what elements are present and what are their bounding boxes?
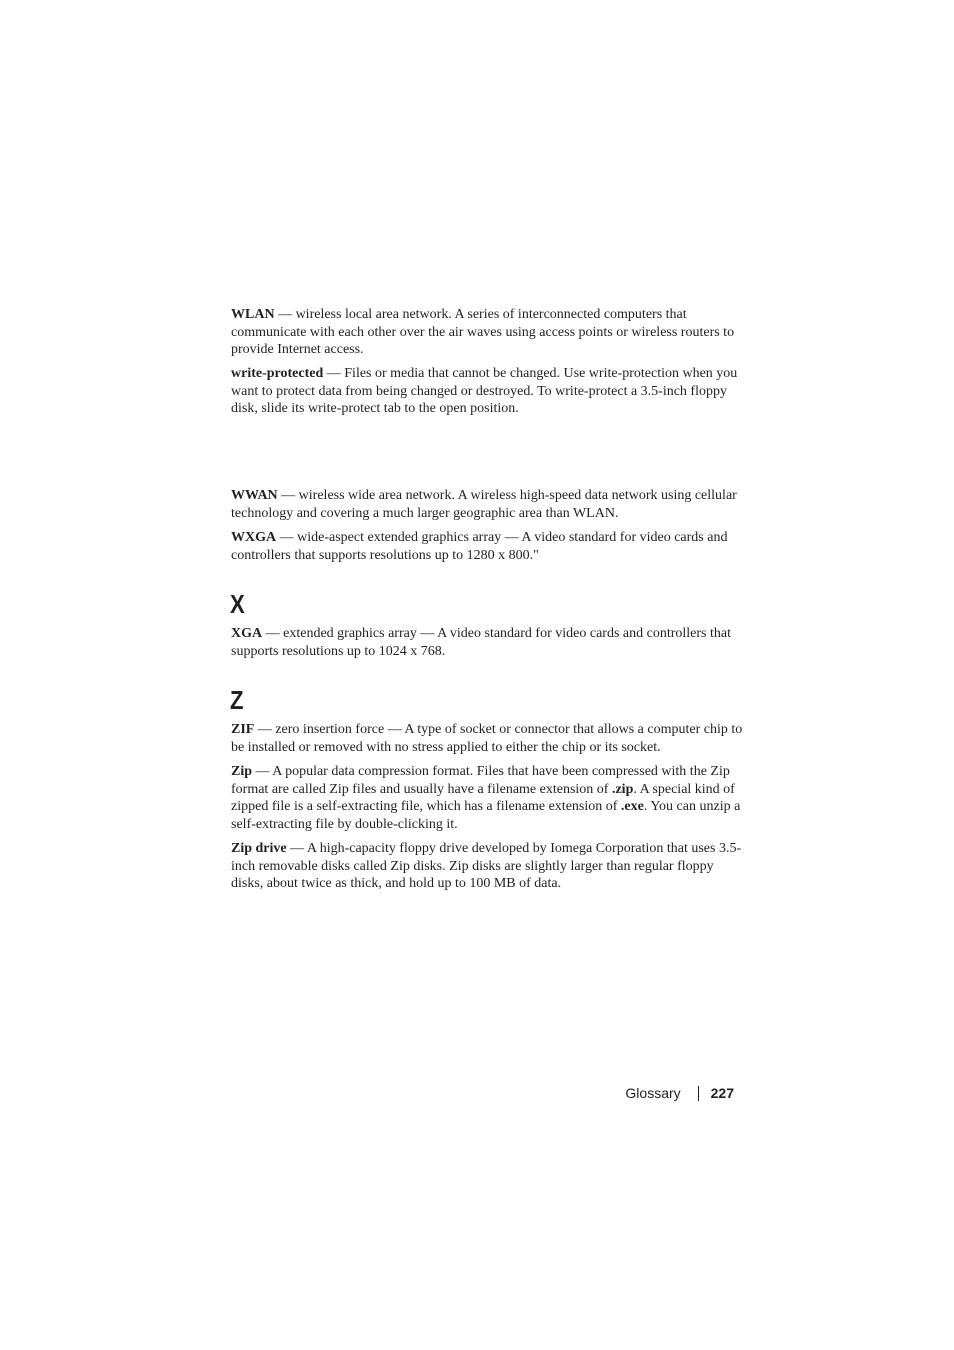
- definition-write-protected: — Files or media that cannot be changed. Use write-protection when you want to protect data from being changed or destroyed. To write-protect a 3.5-inch floppy disk, slide its write-protect tab to the open position.: [231, 366, 738, 417]
- term-zif: ZIF: [231, 722, 255, 737]
- term-zip-drive: Zip drive: [231, 841, 287, 856]
- page-number: 227: [710, 1085, 734, 1101]
- definition-wlan: — wireless local area network. A series of interconnected computers that communicate with each other over the air waves using access points or wireless routers to provide Internet access.: [231, 307, 735, 358]
- footer-divider: [698, 1086, 699, 1101]
- definition-wwan: — wireless wide area network. A wireless high-speed data network using cellular technology and covering a much larger geographic area than WLAN.: [231, 488, 737, 521]
- glossary-entry-write-protected: [231, 365, 746, 418]
- glossary-entry-wxga: [231, 529, 746, 564]
- glossary-entry-zif: [231, 721, 746, 756]
- term-xga: XGA: [231, 626, 263, 641]
- term-write-protected: write-protected: [231, 366, 324, 381]
- extension-exe: .exe: [620, 799, 644, 815]
- section-heading-x: X: [230, 589, 245, 619]
- section-heading-z: Z: [230, 685, 244, 715]
- glossary-entry-zip: [231, 763, 746, 834]
- definition-wxga: — wide-aspect extended graphics array — A video standard for video cards and controllers that supports resolutions up to 1280 x 800.": [231, 530, 728, 563]
- extension-zip: .zip: [611, 781, 634, 797]
- glossary-entry-wwan: [231, 487, 746, 522]
- page-footer: [600, 1084, 734, 1102]
- glossary-entry-zip-drive: [231, 840, 746, 893]
- definition-xga: — extended graphics array — A video standard for video cards and controllers that supports resolutions up to 1024 x 768.: [231, 626, 731, 659]
- definition-zip-drive: — A high-capacity floppy drive developed by Iomega Corporation that uses 3.5-inch removable disks called Zip disks. Zip disks are slightly larger than regular floppy disks, about twice as thick, and hold up to 100 MB of data.: [231, 841, 742, 892]
- term-wlan: WLAN: [231, 307, 275, 322]
- definition-zif: — zero insertion force — A type of socket or connector that allows a computer chip to be installed or removed with no stress applied to either the chip or its socket.: [231, 722, 743, 755]
- definition-zip-part-3: . You can unzip a self-extracting file by double-clicking it.: [231, 799, 741, 833]
- term-wxga: WXGA: [231, 530, 277, 545]
- term-zip: Zip: [231, 764, 253, 779]
- definition-zip-part-1: — A popular data compression format. Files that have been compressed with the Zip format are called Zip files and usually have a filename extension of: [231, 764, 730, 797]
- term-wwan: WWAN: [231, 488, 278, 503]
- definition-zip-part-2: . A special kind of zipped file is a self-extracting file, which has a filename extension of: [231, 781, 735, 815]
- glossary-entry-xga: [231, 625, 746, 660]
- footer-section-label: Glossary: [625, 1085, 681, 1101]
- glossary-entry-wlan: [231, 306, 746, 359]
